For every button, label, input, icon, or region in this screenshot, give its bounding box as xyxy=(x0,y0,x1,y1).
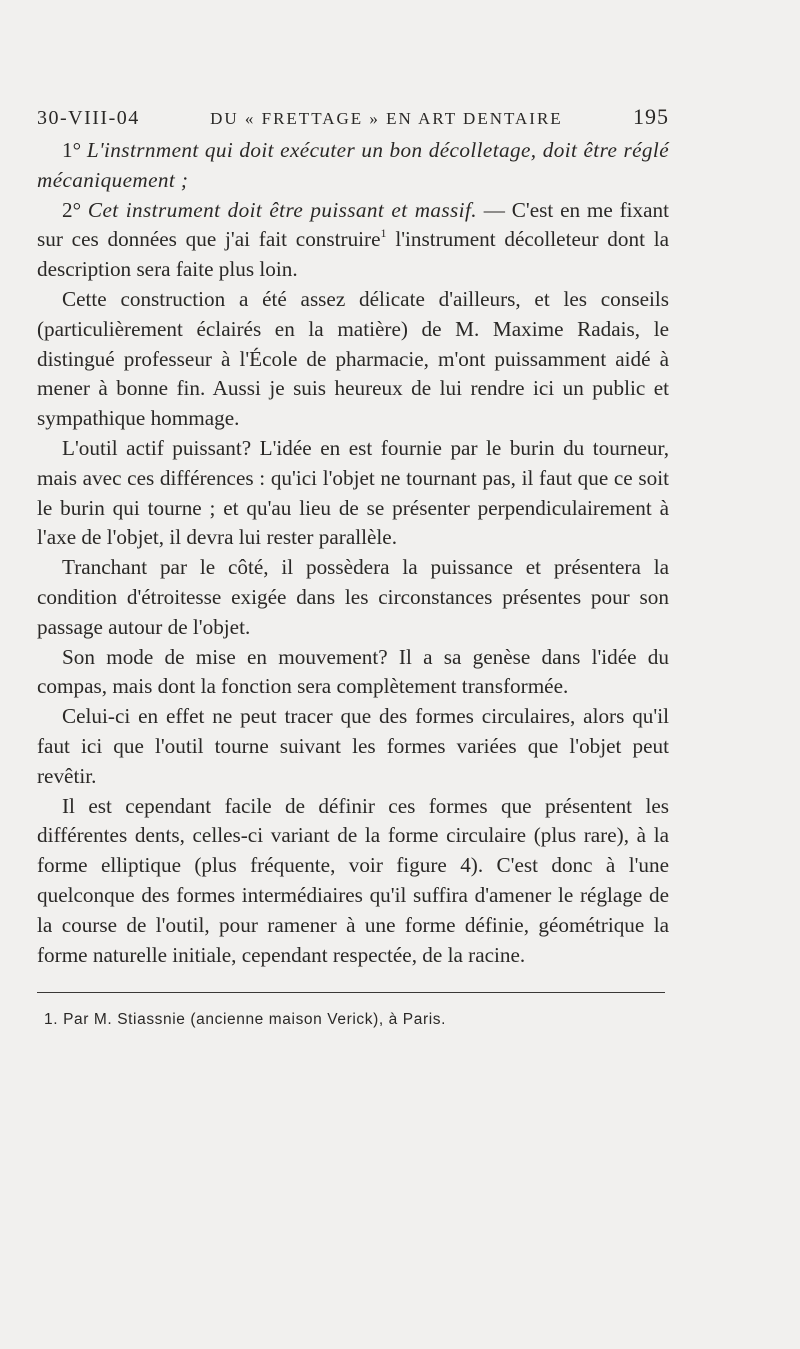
item-2-text: Cet instrument doit être puissant et massif. xyxy=(87,197,477,222)
header-date-code: 30-VIII-04 xyxy=(37,107,140,129)
paragraph-tranchant: Tranchant par le côté, il possèdera la puissance et présentera la condition d'étroitesse exigée dans les circonstances présentes pour son passage autour de l'objet. xyxy=(37,555,669,639)
paragraph-formes-dents: Il est cependant facile de définir ces formes que présentent les différentes dents, celles-ci variant de la forme circulaire (plus rare), à la forme elliptique (plus fréquente, voir figure 4). C'est donc à l'une quelconque des formes intermédiaires qu'il suffira d'amener le réglage de la course de l'outil, pour ramener à une forme définie, géométrique la forme naturelle initiale, cependant respectée, de la racine. xyxy=(37,793,669,967)
running-header xyxy=(37,104,669,134)
numbered-item-2 xyxy=(37,196,669,285)
paragraph-construction: Cette construction a été assez délicate d'ailleurs, et les conseils (particulièrement éclairés en la matière) de M. Maxime Radais, le distingué professeur à l'École de pharmacie, m'ont puissamment aidé à mener à bonne fin. Aussi je suis heureux de lui rendre ici un public et sympathique hommage. xyxy=(37,286,669,431)
item-1-number: 1° xyxy=(62,138,82,162)
item-2-number: 2° xyxy=(62,197,82,222)
paragraph-outil-actif: L'outil actif puissant? L'idée en est fournie par le burin du tourneur, mais avec ces différences : qu'ici l'objet ne tournant pas, il faut que ce soit le burin qui tourne ; et qu'au lieu de se présenter perpendiculairement à l'axe de l'objet, il devra lui rester parallèle. xyxy=(37,435,669,550)
footnote-rule xyxy=(37,992,665,993)
numbered-item-1 xyxy=(37,136,669,196)
paragraph-construction-end: l'instrument décolleteur dont la description sera faite plus loin. xyxy=(37,227,670,282)
footnote-text: Par M. Stiassnie (ancienne maison Verick), à Paris. xyxy=(63,1011,446,1029)
header-title: DU « FRETTAGE » EN ART DENTAIRE xyxy=(210,109,563,128)
paragraph-construction-intro: — C'est en me fixant sur ces données que j'ai fait construire xyxy=(37,197,670,252)
page-content xyxy=(37,104,669,1029)
footnote-reference: 1 xyxy=(380,226,387,241)
body-text xyxy=(37,136,669,970)
paragraph-compas: Celui-ci en effet ne peut tracer que des formes circulaires, alors qu'il faut ici que l'outil tourne suivant les formes variées que l'objet peut revêtir. xyxy=(37,704,669,788)
paragraph-mise-en-mouvement: Son mode de mise en mouvement? Il a sa genèse dans l'idée du compas, mais dont la fonction sera complètement transformée. xyxy=(37,644,669,699)
item-1-text: L'instrnment qui doit exécuter un bon décolletage, doit être réglé mécaniquement ; xyxy=(37,138,669,192)
page-number: 195 xyxy=(633,104,669,129)
footnote xyxy=(37,1011,669,1029)
footnote-marker: 1. xyxy=(44,1011,59,1029)
